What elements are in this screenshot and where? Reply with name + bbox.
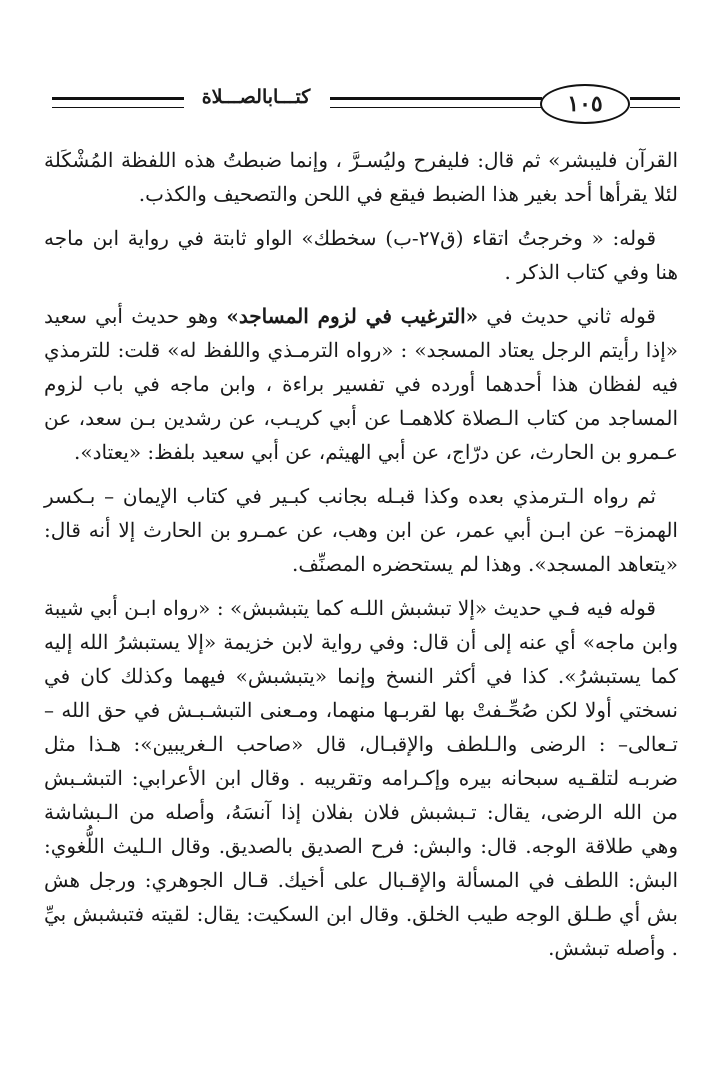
paragraph-1: القرآن فليبشر» ثم قال: فليفرح وليُسـرَّ ، وإنما ضبطتُ هذه اللفظة المُشْكَلة لئلا يقرأها أحد بغير هذا الضبط فيقع في اللحن والتصحيف والكذب.	[44, 148, 678, 206]
header-rule-right	[630, 97, 680, 108]
paragraph-3-rest: وهو حديث أبي سعيد «إذا رأيتم الرجل يعتاد المسجد» : «رواه الترمـذي واللفظ له» قلت: للترمذي فيه لفظان هذا أحدهما أورده في تفسير براءة ، وابن ماجه في باب لزوم المساجد من كتاب الـصلاة كلاهمـا عن أبي كريـب، عن رشدين بـن سعد، عن عـمرو بن الحارث، عن درّاج، عن أبي الهيثم، عن أبي سعيد بلفظ: «يعتاد».	[44, 304, 678, 464]
page-number-oval	[540, 84, 630, 124]
header-rule-middle	[330, 97, 542, 108]
paragraph-3-bold-title: «الترغيب في لزوم المساجد»	[226, 304, 479, 328]
paragraph-3-lead: قوله ثاني حديث في	[478, 304, 656, 328]
book-title: كتـــابالصـــلاة	[201, 86, 311, 108]
page-number: ١٠٥	[567, 91, 603, 117]
paragraph-2: قوله: « وخرجتُ اتقاء (ق٢٧-ب) سخطك» الواو ثابتة في رواية ابن ماجه هنا وفي كتاب الذكر .	[44, 226, 678, 284]
header-rule-left	[52, 97, 184, 108]
paragraph-3	[44, 299, 678, 469]
page-body	[44, 143, 678, 975]
paragraph-4: ثم رواه الـترمذي بعده وكذا قبـله بجانب كبـير في كتاب الإيمان – بـكسر الهمزة– عن ابـن أبي عمر، عن ابن وهب، عن عمـرو بن الحارث إلا أنه قال: «يتعاهد المسجد». وهذا لم يستحضره المصنِّف.	[44, 484, 678, 576]
paragraph-5: قوله فيه فـي حديث «إلا تبشبش اللـه كما يتبشبش» : «رواه ابـن أبي شيبة وابن ماجه» أي عنه إلى أن قال: وفي رواية لابن خزيمة «إلا يستبشرُ الله إليه كما يستبشرُ». كذا في أكثر النسخ وإنما «يتبشبش» فيهما وكذلك كان في نسختي أولا لكن صُحِّـفتْ بها لقربـها منهما، ومـعنى التبشـبـش في حق الله – تـعالى– : الرضى والـلطف والإقبـال، قال «صاحب الـغريبين»: هـذا مثل ضربـه لتلقـيه سبحانه بيره وإكـرامه وتقريبه . وقال ابن الأعرابي: التبشـبش من الله الرضى، يقال: تـبشبش فلان بفلان إذا آنسَهُ، وأصله من الـبشاشة وهي طلاقة الوجه. قال: والبش: فرح الصديق بالصديق. وقال الـليث اللُّغوي: البش: اللطف في المسألة والإقـبال على أخيك. قـال الجوهري: ورجل هش بش أي طـلق الوجه طيب الخلق. وقال ابن السكيت: يقال: لقيته فتبشبش بيِّ . وأصله تبشش.	[44, 596, 678, 960]
page-header	[52, 84, 680, 124]
